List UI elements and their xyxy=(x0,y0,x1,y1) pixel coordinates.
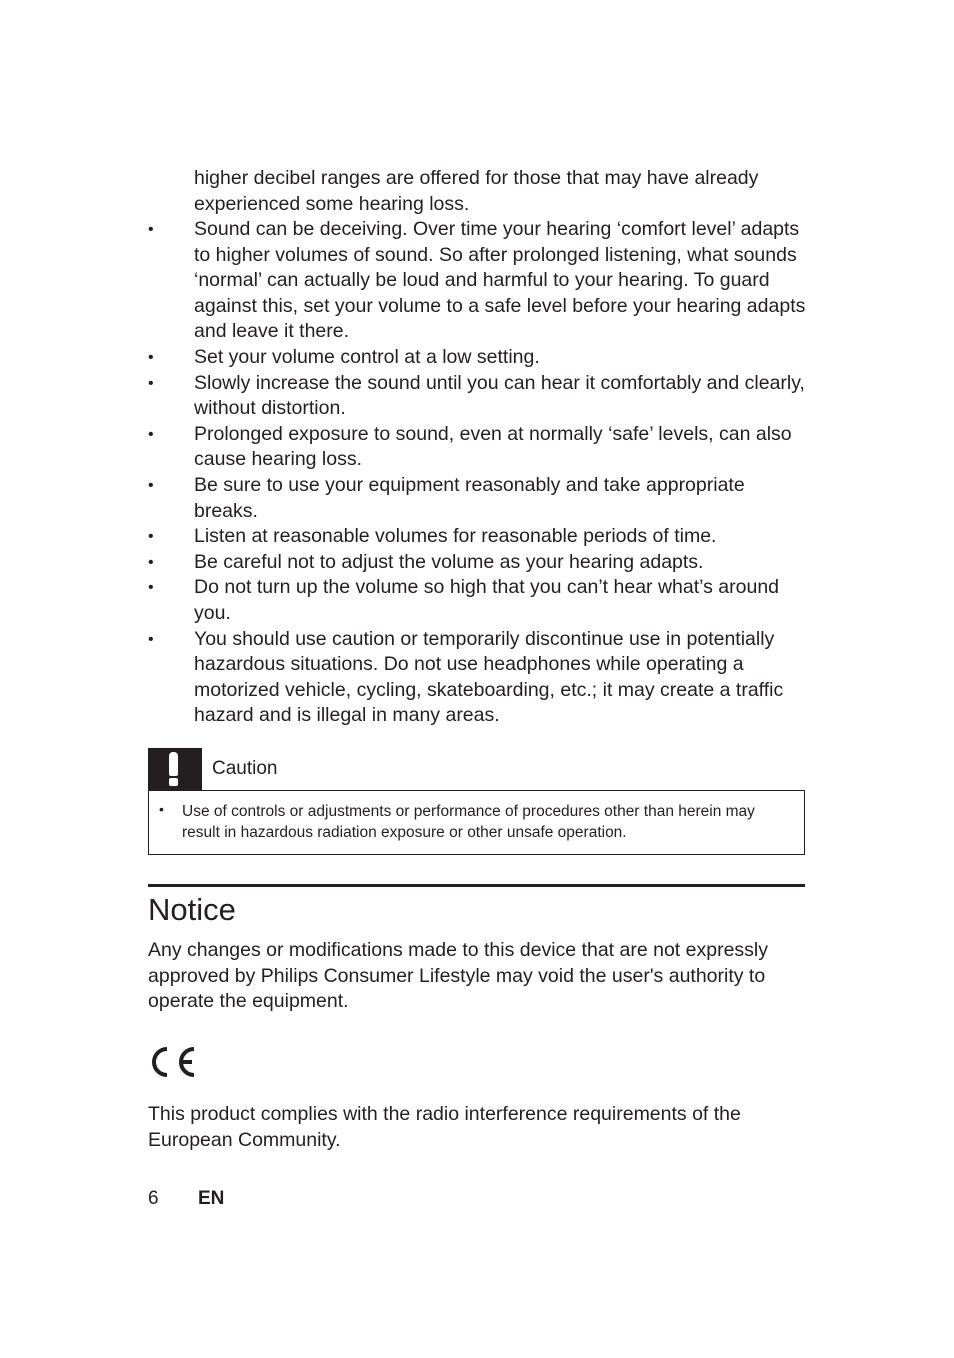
bullet-dot: • xyxy=(148,348,154,366)
list-item xyxy=(148,217,814,345)
exclamation-icon xyxy=(148,748,202,790)
page-number: 6 xyxy=(148,1188,159,1209)
lead-paragraph: higher decibel ranges are offered for those that may have already experienced some hearing loss. xyxy=(194,167,759,215)
caution-box xyxy=(148,790,805,855)
bullet-dot: • xyxy=(148,374,154,392)
notice-paragraph: Any changes or modifications made to this device that are not expressly approved by Philips Consumer Lifestyle may void the user's authority to operate the equipment. xyxy=(148,939,768,1013)
list-item-text: Prolonged exposure to sound, even at normally ‘safe’ levels, can also cause hearing loss. xyxy=(194,422,792,471)
ce-compliance-paragraph: This product complies with the radio interference requirements of the European Community. xyxy=(148,1103,741,1151)
bullet-dot: • xyxy=(148,476,154,494)
hearing-safety-list xyxy=(148,217,814,729)
bullet-dot: • xyxy=(148,630,154,648)
caution-title: Caution xyxy=(212,758,278,779)
list-item xyxy=(148,422,814,473)
caution-text: Use of controls or adjustments or performance of procedures other than herein may result in hazardous radiation exposure or other unsafe operation. xyxy=(182,803,755,841)
list-item-text: Sound can be deceiving. Over time your hearing ‘comfort level’ adapts to higher volumes of sound. So after prolonged listening, what sounds ‘normal’ can actually be loud and harmful to your hearing. To guard against this, set your volume to a safe level before your hearing adapts and leave it there. xyxy=(194,218,806,343)
section-heading: Notice xyxy=(148,892,236,927)
list-item-text: You should use caution or temporarily discontinue use in potentially hazardous situations. Do not use headphones while operating a motorized vehicle, cycling, skateboarding, etc.; it may create a traffic hazard and is illegal in many areas. xyxy=(194,627,784,727)
list-item-text: Be sure to use your equipment reasonably and take appropriate breaks. xyxy=(194,473,745,522)
list-item-text: Do not turn up the volume so high that you can’t hear what’s around you. xyxy=(194,576,780,624)
bullet-dot: • xyxy=(148,553,154,571)
language-code: EN xyxy=(198,1188,225,1209)
section-divider xyxy=(148,884,805,887)
bullet-dot: • xyxy=(148,528,154,546)
list-item xyxy=(148,575,814,626)
list-item-text: Be careful not to adjust the volume as your hearing adapts. xyxy=(194,550,704,573)
bullet-dot: • xyxy=(148,221,154,238)
list-item xyxy=(148,345,814,371)
page-footer xyxy=(148,1188,224,1210)
bullet-dot: • xyxy=(148,425,154,443)
ce-mark-icon xyxy=(148,1044,198,1080)
list-item xyxy=(148,371,814,422)
list-item xyxy=(148,627,814,729)
list-item-text: Listen at reasonable volumes for reasonable periods of time. xyxy=(194,525,717,548)
list-item-text: Set your volume control at a low setting. xyxy=(194,345,540,368)
list-item-text: Slowly increase the sound until you can hear it comfortably and clearly, without distortion. xyxy=(194,371,805,420)
list-item xyxy=(148,524,814,550)
bullet-dot: • xyxy=(159,801,164,817)
list-item xyxy=(148,473,814,524)
bullet-dot: • xyxy=(148,579,154,597)
list-item xyxy=(148,550,814,576)
